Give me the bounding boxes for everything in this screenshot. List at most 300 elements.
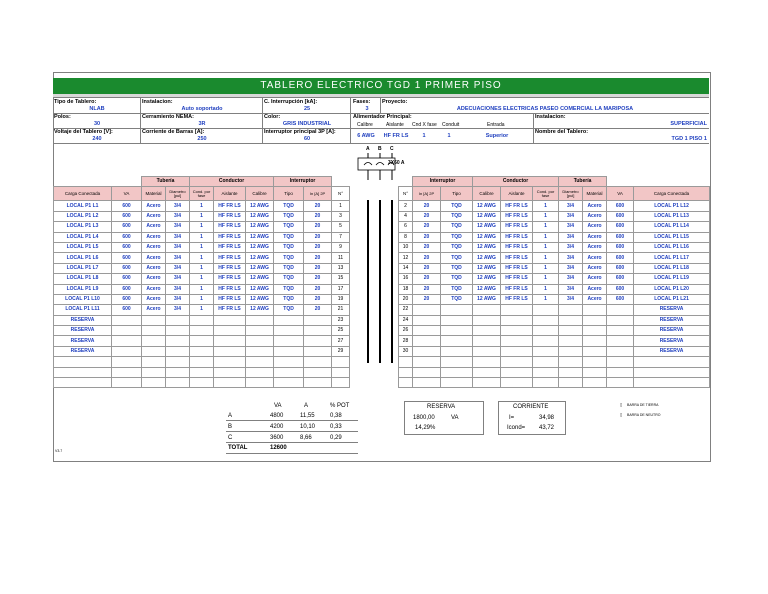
aislante-cell: HF FR LS bbox=[214, 222, 246, 232]
material-cell: Acero bbox=[142, 284, 166, 294]
material-cell bbox=[583, 305, 607, 315]
calibre-cell: 12 AWG bbox=[473, 284, 501, 294]
material-cell: Acero bbox=[583, 222, 607, 232]
material-cell bbox=[583, 367, 607, 377]
calibre-cell: 12 AWG bbox=[473, 211, 501, 221]
diametro-cell: 3/4 bbox=[559, 242, 583, 252]
in-cell bbox=[304, 378, 332, 388]
in-cell bbox=[304, 357, 332, 367]
calibre-cell: 12 AWG bbox=[246, 222, 274, 232]
va-cell bbox=[112, 357, 142, 367]
calibre-cell bbox=[246, 326, 274, 336]
va-cell: 600 bbox=[607, 253, 634, 263]
calibre-cell bbox=[473, 326, 501, 336]
diametro-header: Diametro [pul] bbox=[166, 187, 190, 201]
in-header: In [A] 2P bbox=[304, 187, 332, 201]
diametro-cell: 3/4 bbox=[166, 253, 190, 263]
aislante-cell bbox=[214, 346, 246, 356]
aislante-cell: HF FR LS bbox=[214, 305, 246, 315]
material-cell: Acero bbox=[142, 263, 166, 273]
va-cell: 600 bbox=[607, 284, 634, 294]
circuit-number-cell: 4 bbox=[399, 211, 413, 221]
cond-fase-cell: 1 bbox=[533, 294, 559, 304]
conduit-value: 1 bbox=[447, 133, 451, 139]
cerramiento-label: Cerramiento NEMA: bbox=[142, 114, 194, 120]
carga-cell: RESERVA bbox=[54, 315, 112, 325]
calibre-label: Calibre bbox=[357, 122, 373, 128]
in-cell: 20 bbox=[304, 211, 332, 221]
aislante-cell: HF FR LS bbox=[501, 294, 533, 304]
divider bbox=[262, 97, 263, 143]
diametro-cell: 3/4 bbox=[166, 242, 190, 252]
table-row bbox=[399, 263, 710, 273]
calibre-cell: 12 AWG bbox=[246, 305, 274, 315]
table-row bbox=[54, 274, 350, 284]
in-cell: 20 bbox=[304, 201, 332, 211]
table-row bbox=[399, 211, 710, 221]
phase-a-pot: 0,38 bbox=[330, 413, 342, 419]
cond-fase-cell: 1 bbox=[190, 263, 214, 273]
in-cell: 20 bbox=[413, 263, 441, 273]
nombre-tablero-value: TGD 1 PISO 1 bbox=[671, 136, 707, 142]
table-row bbox=[54, 357, 350, 367]
reserva-va-unit: VA bbox=[451, 415, 459, 421]
voltaje-value: 240 bbox=[92, 136, 102, 142]
tipo-cell bbox=[274, 378, 304, 388]
va-cell: 600 bbox=[112, 305, 142, 315]
tipo-cell: TQD bbox=[441, 222, 473, 232]
in-cell: 20 bbox=[304, 274, 332, 284]
material-cell bbox=[583, 336, 607, 346]
in-cell: 20 bbox=[413, 232, 441, 242]
calibre-cell bbox=[246, 378, 274, 388]
circuit-number-cell: 22 bbox=[399, 305, 413, 315]
legend bbox=[620, 402, 708, 422]
divider bbox=[226, 431, 358, 432]
cond-fase-cell bbox=[533, 367, 559, 377]
tuberia-header: Tubería bbox=[142, 177, 190, 187]
material-cell bbox=[142, 378, 166, 388]
cond-fase-cell bbox=[190, 315, 214, 325]
aislante-cell bbox=[214, 336, 246, 346]
circuit-number-cell bbox=[332, 357, 350, 367]
busbar-b bbox=[379, 200, 381, 363]
diametro-cell bbox=[166, 378, 190, 388]
table-row bbox=[399, 367, 710, 377]
carga-cell: RESERVA bbox=[634, 305, 710, 315]
version-label: V3.7 bbox=[55, 449, 63, 453]
diametro-cell bbox=[559, 315, 583, 325]
material-cell: Acero bbox=[142, 222, 166, 232]
reserva-pct: 14,29% bbox=[415, 425, 436, 431]
table-row bbox=[54, 263, 350, 273]
diametro-header: Diametro [pul] bbox=[559, 187, 583, 201]
tipo-cell: TQD bbox=[441, 232, 473, 242]
corriente-barras-value: 250 bbox=[197, 136, 207, 142]
diametro-cell bbox=[166, 315, 190, 325]
tipo-cell: TQD bbox=[441, 284, 473, 294]
in-cell: 20 bbox=[304, 263, 332, 273]
divider bbox=[140, 97, 141, 143]
diametro-cell: 3/4 bbox=[559, 274, 583, 284]
circuit-number-cell: 1 bbox=[332, 201, 350, 211]
va-cell bbox=[112, 367, 142, 377]
phase-c-amps: 8,66 bbox=[300, 435, 312, 441]
aislante-header: Aislante bbox=[214, 187, 246, 201]
neutro-icon: ▯ bbox=[620, 412, 623, 417]
va-cell bbox=[112, 346, 142, 356]
circuit-number-cell: 26 bbox=[399, 326, 413, 336]
material-cell bbox=[142, 367, 166, 377]
carga-cell: RESERVA bbox=[634, 326, 710, 336]
aislante-cell: HF FR LS bbox=[214, 274, 246, 284]
tipo-cell: TQD bbox=[441, 274, 473, 284]
va-cell: 600 bbox=[607, 294, 634, 304]
cond-fase-cell: 1 bbox=[190, 222, 214, 232]
table-row bbox=[399, 222, 710, 232]
cond-fase-cell bbox=[190, 357, 214, 367]
busbar-diagram bbox=[356, 200, 392, 363]
left-circuits-table bbox=[53, 176, 350, 388]
carga-cell bbox=[634, 357, 710, 367]
in-cell: 20 bbox=[413, 242, 441, 252]
circuit-number-cell: 21 bbox=[332, 305, 350, 315]
diametro-cell bbox=[559, 326, 583, 336]
table-row bbox=[399, 232, 710, 242]
calibre-cell bbox=[246, 336, 274, 346]
carga-cell: LOCAL P1 L3 bbox=[54, 222, 112, 232]
material-cell: Acero bbox=[583, 284, 607, 294]
aislante-cell bbox=[214, 315, 246, 325]
circuit-number-cell: 10 bbox=[399, 242, 413, 252]
cond-fase-cell bbox=[533, 336, 559, 346]
in-cell bbox=[413, 346, 441, 356]
material-cell: Acero bbox=[583, 242, 607, 252]
reserva-title: RESERVA bbox=[427, 404, 456, 410]
table-row bbox=[54, 305, 350, 315]
diametro-cell: 3/4 bbox=[559, 263, 583, 273]
in-cell: 20 bbox=[413, 284, 441, 294]
material-cell: Acero bbox=[142, 242, 166, 252]
aislante-cell: HF FR LS bbox=[214, 284, 246, 294]
circuit-number-cell: 19 bbox=[332, 294, 350, 304]
carga-cell: LOCAL P1 L18 bbox=[634, 263, 710, 273]
in-cell: 20 bbox=[413, 274, 441, 284]
aislante-label: Aislante bbox=[386, 122, 404, 128]
va-cell: 600 bbox=[112, 253, 142, 263]
diametro-cell bbox=[166, 346, 190, 356]
carga-cell: LOCAL P1 L13 bbox=[634, 211, 710, 221]
conduit-label: Conduit bbox=[442, 122, 460, 128]
table-row bbox=[399, 294, 710, 304]
circuit-number-cell: 29 bbox=[332, 346, 350, 356]
carga-cell: LOCAL P1 L8 bbox=[54, 274, 112, 284]
carga-cell bbox=[634, 378, 710, 388]
diametro-cell: 3/4 bbox=[166, 294, 190, 304]
calibre-cell bbox=[246, 315, 274, 325]
diametro-cell: 3/4 bbox=[559, 222, 583, 232]
calibre-cell: 12 AWG bbox=[473, 294, 501, 304]
diametro-cell: 3/4 bbox=[166, 274, 190, 284]
aislante-cell bbox=[501, 305, 533, 315]
tipo-cell bbox=[441, 346, 473, 356]
tipo-cell: TQD bbox=[274, 232, 304, 242]
circuit-number-cell: 6 bbox=[399, 222, 413, 232]
calibre-cell: 12 AWG bbox=[246, 263, 274, 273]
aislante-cell bbox=[501, 367, 533, 377]
diametro-cell bbox=[559, 336, 583, 346]
calibre-header: Calibre bbox=[473, 187, 501, 201]
aislante-cell: HF FR LS bbox=[501, 263, 533, 273]
in-cell: 20 bbox=[304, 284, 332, 294]
aislante-cell: HF FR LS bbox=[214, 253, 246, 263]
cond-fase-cell: 1 bbox=[190, 253, 214, 263]
in-cell bbox=[304, 367, 332, 377]
aislante-cell: HF FR LS bbox=[501, 232, 533, 242]
va-cell: 600 bbox=[607, 201, 634, 211]
calibre-cell bbox=[246, 346, 274, 356]
color-label: Color: bbox=[264, 114, 281, 120]
tipo-cell bbox=[274, 315, 304, 325]
reserva-va: 1800,00 bbox=[413, 415, 435, 421]
calibre-cell bbox=[473, 336, 501, 346]
tipo-cell: TQD bbox=[274, 201, 304, 211]
cond-fase-cell: 1 bbox=[190, 305, 214, 315]
tipo-cell: TQD bbox=[441, 253, 473, 263]
in-cell: 20 bbox=[413, 211, 441, 221]
aislante-cell: HF FR LS bbox=[501, 253, 533, 263]
diametro-cell bbox=[166, 326, 190, 336]
cond-fase-cell bbox=[190, 326, 214, 336]
calibre-cell bbox=[473, 305, 501, 315]
carga-cell: LOCAL P1 L4 bbox=[54, 232, 112, 242]
aislante-cell: HF FR LS bbox=[501, 274, 533, 284]
table-row bbox=[399, 346, 710, 356]
aislante-cell bbox=[214, 326, 246, 336]
tipo-cell: TQD bbox=[441, 201, 473, 211]
circuit-number-cell bbox=[332, 367, 350, 377]
in-cell bbox=[304, 315, 332, 325]
aislante-cell: HF FR LS bbox=[501, 211, 533, 221]
cond-fase-cell bbox=[190, 336, 214, 346]
cond-fase-cell: 1 bbox=[533, 274, 559, 284]
right-circuits-table bbox=[398, 176, 710, 388]
proyecto-label: Proyecto: bbox=[382, 99, 408, 105]
material-cell: Acero bbox=[142, 201, 166, 211]
phase-b-amps: 10,10 bbox=[300, 424, 316, 430]
in-cell: 20 bbox=[304, 232, 332, 242]
calibre-cell bbox=[246, 357, 274, 367]
load-summary bbox=[226, 400, 366, 456]
circuit-number-cell: 3 bbox=[332, 211, 350, 221]
in-cell bbox=[413, 367, 441, 377]
in-cell: 20 bbox=[304, 305, 332, 315]
material-cell bbox=[583, 346, 607, 356]
tipo-header: Tipo bbox=[441, 187, 473, 201]
cond-fase-header: Cond. por fase bbox=[190, 187, 214, 201]
calibre-cell: 12 AWG bbox=[473, 232, 501, 242]
va-cell: 600 bbox=[112, 242, 142, 252]
calibre-cell: 12 AWG bbox=[246, 274, 274, 284]
instalacion2-value: SUPERFICIAL bbox=[670, 121, 707, 127]
aislante-cell bbox=[501, 326, 533, 336]
cond-fase-cell: 1 bbox=[533, 242, 559, 252]
circuit-number-cell: 25 bbox=[332, 326, 350, 336]
corriente-icond-value: 43,72 bbox=[539, 425, 555, 431]
circuit-number-cell: 17 bbox=[332, 284, 350, 294]
carga-cell: LOCAL P1 L14 bbox=[634, 222, 710, 232]
tipo-cell bbox=[441, 367, 473, 377]
diametro-cell bbox=[559, 346, 583, 356]
calibre-cell: 12 AWG bbox=[246, 201, 274, 211]
cond-fase-cell: 1 bbox=[190, 242, 214, 252]
divider bbox=[533, 113, 534, 143]
va-cell bbox=[112, 336, 142, 346]
table-row bbox=[399, 315, 710, 325]
cond-fase-cell: 1 bbox=[533, 222, 559, 232]
calibre-cell bbox=[246, 367, 274, 377]
fases-label: Fases: bbox=[353, 99, 371, 105]
circuit-number-cell: 12 bbox=[399, 253, 413, 263]
aislante-cell: HF FR LS bbox=[214, 263, 246, 273]
diametro-cell bbox=[166, 336, 190, 346]
cond-fase-header: Cond. por fase bbox=[533, 187, 559, 201]
phase-c-label: C bbox=[390, 146, 394, 152]
total-label: TOTAL bbox=[228, 445, 248, 451]
material-cell: Acero bbox=[583, 211, 607, 221]
carga-cell: LOCAL P1 L9 bbox=[54, 284, 112, 294]
diametro-cell: 3/4 bbox=[559, 201, 583, 211]
instalacion-value: Auto soportado bbox=[181, 106, 223, 112]
aislante-cell bbox=[501, 315, 533, 325]
in-cell bbox=[413, 315, 441, 325]
carga-header: Carga Conectada bbox=[634, 187, 710, 201]
circuit-number-cell: 16 bbox=[399, 274, 413, 284]
calibre-cell: 12 AWG bbox=[246, 253, 274, 263]
calibre-value: 6 AWG bbox=[357, 133, 375, 139]
phase-a-label: A bbox=[366, 146, 370, 152]
va-cell: 600 bbox=[607, 232, 634, 242]
material-cell: Acero bbox=[583, 232, 607, 242]
diametro-cell: 3/4 bbox=[166, 201, 190, 211]
summary-pot-header: % POT bbox=[330, 403, 350, 409]
va-cell bbox=[607, 336, 634, 346]
divider bbox=[53, 143, 709, 144]
va-cell: 600 bbox=[112, 294, 142, 304]
material-cell bbox=[142, 336, 166, 346]
carga-cell bbox=[54, 367, 112, 377]
material-cell bbox=[142, 326, 166, 336]
aislante-cell: HF FR LS bbox=[501, 201, 533, 211]
calibre-cell bbox=[473, 346, 501, 356]
diametro-cell: 3/4 bbox=[166, 211, 190, 221]
conductor-header: Conductor bbox=[190, 177, 274, 187]
in-cell: 20 bbox=[413, 253, 441, 263]
va-header: VA bbox=[607, 187, 634, 201]
phase-c-pot: 0,29 bbox=[330, 435, 342, 441]
phase-a-va: 4800 bbox=[270, 413, 284, 419]
va-cell bbox=[112, 378, 142, 388]
in-cell: 20 bbox=[304, 242, 332, 252]
reserva-box bbox=[404, 401, 484, 435]
phase-c-va: 3600 bbox=[270, 435, 284, 441]
calibre-cell bbox=[473, 315, 501, 325]
cond-fase-cell: 1 bbox=[533, 211, 559, 221]
circuit-number-cell: 15 bbox=[332, 274, 350, 284]
fases-value: 3 bbox=[365, 106, 369, 112]
material-cell bbox=[142, 357, 166, 367]
tipo-cell bbox=[274, 326, 304, 336]
in-cell bbox=[413, 305, 441, 315]
in-header: In [A] 2P bbox=[413, 187, 441, 201]
divider bbox=[226, 442, 358, 443]
c-interrupcion-value: 25 bbox=[303, 106, 311, 112]
calibre-cell: 12 AWG bbox=[473, 242, 501, 252]
aislante-value: HF FR LS bbox=[383, 133, 409, 139]
circuit-number-cell: 24 bbox=[399, 315, 413, 325]
table-row bbox=[54, 378, 350, 388]
corriente-title: CORRIENTE bbox=[513, 404, 549, 410]
table-row bbox=[54, 232, 350, 242]
aislante-cell: HF FR LS bbox=[501, 222, 533, 232]
phase-b-row-label: B bbox=[228, 424, 233, 430]
carga-cell bbox=[634, 367, 710, 377]
material-cell bbox=[142, 346, 166, 356]
phase-b-va: 4200 bbox=[270, 424, 284, 430]
tipo-cell: TQD bbox=[274, 284, 304, 294]
calibre-cell bbox=[473, 357, 501, 367]
tipo-header: Tipo bbox=[274, 187, 304, 201]
entrada-value: Superior bbox=[485, 133, 509, 139]
va-cell: 600 bbox=[607, 222, 634, 232]
corriente-barras-label: Corriente de Barras [A]: bbox=[142, 129, 205, 135]
calibre-cell bbox=[473, 367, 501, 377]
tipo-cell bbox=[441, 315, 473, 325]
tipo-cell bbox=[274, 336, 304, 346]
tipo-cell: TQD bbox=[274, 263, 304, 273]
circuit-number-cell bbox=[332, 378, 350, 388]
tipo-cell: TQD bbox=[274, 305, 304, 315]
diametro-cell: 3/4 bbox=[559, 253, 583, 263]
main-breaker-rating: 3X60 A bbox=[388, 160, 405, 166]
diametro-cell: 3/4 bbox=[559, 232, 583, 242]
interruptor-header: Interruptor bbox=[274, 177, 332, 187]
tipo-cell bbox=[441, 326, 473, 336]
cerramiento-value: 3R bbox=[198, 121, 206, 127]
in-cell bbox=[304, 326, 332, 336]
tipo-cell bbox=[274, 357, 304, 367]
diametro-cell bbox=[559, 378, 583, 388]
in-cell: 20 bbox=[413, 201, 441, 211]
material-cell: Acero bbox=[142, 294, 166, 304]
tipo-cell: TQD bbox=[274, 274, 304, 284]
carga-header: Carga Conectada bbox=[54, 187, 112, 201]
corriente-i-value: 34,98 bbox=[539, 415, 555, 421]
aislante-cell: HF FR LS bbox=[214, 232, 246, 242]
in-cell: 20 bbox=[304, 294, 332, 304]
circuit-number-cell: 18 bbox=[399, 284, 413, 294]
table-row bbox=[399, 336, 710, 346]
table-row bbox=[399, 242, 710, 252]
tipo-cell: TQD bbox=[274, 253, 304, 263]
proyecto-value: ADECUACIONES ELECTRICAS PASEO COMERCIAL LA MARIPOSA bbox=[456, 106, 634, 112]
aislante-cell bbox=[501, 336, 533, 346]
circuit-number-cell: 11 bbox=[332, 253, 350, 263]
circuit-number-cell: 5 bbox=[332, 222, 350, 232]
carga-cell: RESERVA bbox=[634, 336, 710, 346]
material-cell: Acero bbox=[583, 253, 607, 263]
calibre-cell: 12 AWG bbox=[473, 274, 501, 284]
